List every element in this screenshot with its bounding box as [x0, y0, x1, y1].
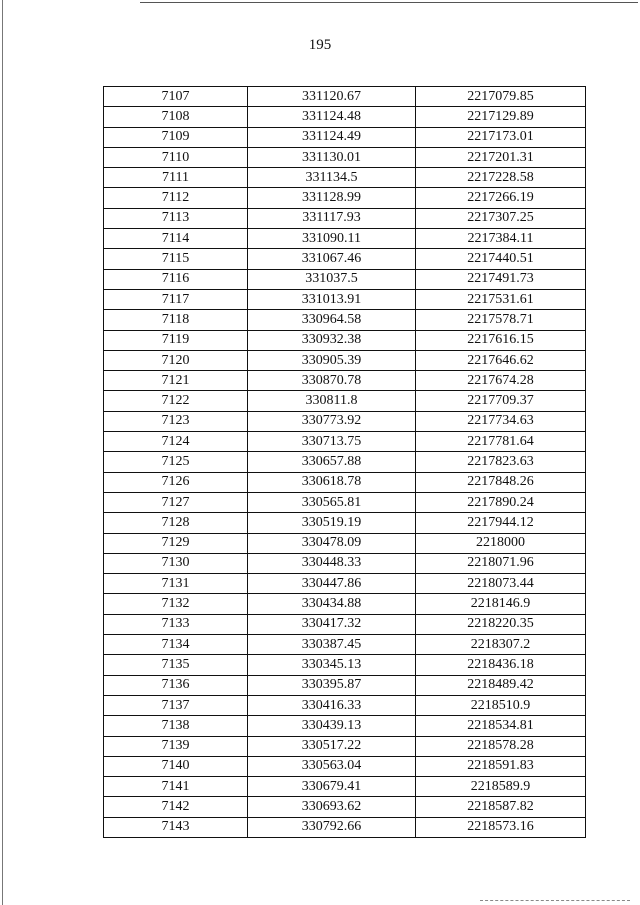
x-coordinate-cell: 331013.91	[248, 289, 416, 309]
y-coordinate-cell: 2218220.35	[416, 614, 586, 634]
table-row	[104, 553, 586, 573]
x-coordinate-cell: 330395.87	[248, 675, 416, 695]
table-row	[104, 188, 586, 208]
x-coordinate-cell: 330345.13	[248, 655, 416, 675]
y-coordinate-cell: 2218510.9	[416, 695, 586, 715]
point-number-cell: 7109	[104, 127, 248, 147]
table-row	[104, 269, 586, 289]
x-coordinate-cell: 330387.45	[248, 635, 416, 655]
point-number-cell: 7125	[104, 452, 248, 472]
table-row	[104, 371, 586, 391]
point-number-cell: 7130	[104, 553, 248, 573]
x-coordinate-cell: 330565.81	[248, 492, 416, 512]
y-coordinate-cell: 2217491.73	[416, 269, 586, 289]
table-row	[104, 817, 586, 837]
table-row	[104, 87, 586, 107]
table-row	[104, 533, 586, 553]
point-number-cell: 7115	[104, 249, 248, 269]
y-coordinate-cell: 2217228.58	[416, 168, 586, 188]
point-number-cell: 7127	[104, 492, 248, 512]
table-row	[104, 127, 586, 147]
y-coordinate-cell: 2218307.2	[416, 635, 586, 655]
point-number-cell: 7113	[104, 208, 248, 228]
y-coordinate-cell: 2218534.81	[416, 716, 586, 736]
table-row	[104, 614, 586, 634]
table-row	[104, 330, 586, 350]
x-coordinate-cell: 330679.41	[248, 777, 416, 797]
point-number-cell: 7134	[104, 635, 248, 655]
x-coordinate-cell: 331067.46	[248, 249, 416, 269]
x-coordinate-cell: 330870.78	[248, 371, 416, 391]
table-row	[104, 208, 586, 228]
point-number-cell: 7126	[104, 472, 248, 492]
x-coordinate-cell: 331120.67	[248, 87, 416, 107]
coordinates-table	[103, 86, 586, 838]
x-coordinate-cell: 330434.88	[248, 594, 416, 614]
point-number-cell: 7120	[104, 350, 248, 370]
point-number-cell: 7140	[104, 756, 248, 776]
y-coordinate-cell: 2217201.31	[416, 147, 586, 167]
table-row	[104, 147, 586, 167]
x-coordinate-cell: 331124.48	[248, 107, 416, 127]
y-coordinate-cell: 2218146.9	[416, 594, 586, 614]
point-number-cell: 7121	[104, 371, 248, 391]
x-coordinate-cell: 331117.93	[248, 208, 416, 228]
x-coordinate-cell: 330811.8	[248, 391, 416, 411]
point-number-cell: 7143	[104, 817, 248, 837]
table-row	[104, 594, 586, 614]
table-row	[104, 736, 586, 756]
table-row	[104, 289, 586, 309]
table-row	[104, 472, 586, 492]
y-coordinate-cell: 2217307.25	[416, 208, 586, 228]
table-row	[104, 310, 586, 330]
point-number-cell: 7137	[104, 695, 248, 715]
point-number-cell: 7114	[104, 229, 248, 249]
x-coordinate-cell: 330478.09	[248, 533, 416, 553]
point-number-cell: 7128	[104, 513, 248, 533]
table-row	[104, 574, 586, 594]
point-number-cell: 7136	[104, 675, 248, 695]
x-coordinate-cell: 330932.38	[248, 330, 416, 350]
table-row	[104, 513, 586, 533]
table-row	[104, 168, 586, 188]
y-coordinate-cell: 2217173.01	[416, 127, 586, 147]
table-row	[104, 716, 586, 736]
x-coordinate-cell: 331124.49	[248, 127, 416, 147]
point-number-cell: 7135	[104, 655, 248, 675]
y-coordinate-cell: 2217384.11	[416, 229, 586, 249]
x-coordinate-cell: 330448.33	[248, 553, 416, 573]
point-number-cell: 7119	[104, 330, 248, 350]
point-number-cell: 7112	[104, 188, 248, 208]
y-coordinate-cell: 2217079.85	[416, 87, 586, 107]
point-number-cell: 7139	[104, 736, 248, 756]
x-coordinate-cell: 330439.13	[248, 716, 416, 736]
y-coordinate-cell: 2217646.62	[416, 350, 586, 370]
x-coordinate-cell: 330416.33	[248, 695, 416, 715]
y-coordinate-cell: 2218589.9	[416, 777, 586, 797]
y-coordinate-cell: 2218073.44	[416, 574, 586, 594]
x-coordinate-cell: 330417.32	[248, 614, 416, 634]
x-coordinate-cell: 330905.39	[248, 350, 416, 370]
y-coordinate-cell: 2217823.63	[416, 452, 586, 472]
x-coordinate-cell: 330618.78	[248, 472, 416, 492]
point-number-cell: 7117	[104, 289, 248, 309]
point-number-cell: 7116	[104, 269, 248, 289]
table-row	[104, 350, 586, 370]
table-row	[104, 492, 586, 512]
x-coordinate-cell: 330447.86	[248, 574, 416, 594]
point-number-cell: 7142	[104, 797, 248, 817]
x-coordinate-cell: 330519.19	[248, 513, 416, 533]
y-coordinate-cell: 2218573.16	[416, 817, 586, 837]
table-row	[104, 777, 586, 797]
point-number-cell: 7133	[104, 614, 248, 634]
y-coordinate-cell: 2218071.96	[416, 553, 586, 573]
x-coordinate-cell: 331128.99	[248, 188, 416, 208]
x-coordinate-cell: 330657.88	[248, 452, 416, 472]
y-coordinate-cell: 2217129.89	[416, 107, 586, 127]
point-number-cell: 7123	[104, 411, 248, 431]
table-row	[104, 432, 586, 452]
table-row	[104, 756, 586, 776]
point-number-cell: 7118	[104, 310, 248, 330]
point-number-cell: 7111	[104, 168, 248, 188]
table-row	[104, 107, 586, 127]
x-coordinate-cell: 331037.5	[248, 269, 416, 289]
y-coordinate-cell: 2217440.51	[416, 249, 586, 269]
point-number-cell: 7141	[104, 777, 248, 797]
table-row	[104, 635, 586, 655]
y-coordinate-cell: 2217944.12	[416, 513, 586, 533]
table-row	[104, 675, 586, 695]
table-row	[104, 229, 586, 249]
x-coordinate-cell: 330773.92	[248, 411, 416, 431]
x-coordinate-cell: 330517.22	[248, 736, 416, 756]
table-row	[104, 411, 586, 431]
y-coordinate-cell: 2217848.26	[416, 472, 586, 492]
y-coordinate-cell: 2217674.28	[416, 371, 586, 391]
y-coordinate-cell: 2217616.15	[416, 330, 586, 350]
page-number: 195	[308, 37, 332, 53]
y-coordinate-cell: 2218489.42	[416, 675, 586, 695]
point-number-cell: 7129	[104, 533, 248, 553]
x-coordinate-cell: 330713.75	[248, 432, 416, 452]
x-coordinate-cell: 330693.62	[248, 797, 416, 817]
point-number-cell: 7122	[104, 391, 248, 411]
point-number-cell: 7132	[104, 594, 248, 614]
y-coordinate-cell: 2218587.82	[416, 797, 586, 817]
y-coordinate-cell: 2217266.19	[416, 188, 586, 208]
table-row	[104, 391, 586, 411]
header-rule	[140, 2, 638, 3]
x-coordinate-cell: 330563.04	[248, 756, 416, 776]
y-coordinate-cell: 2217578.71	[416, 310, 586, 330]
y-coordinate-cell: 2218000	[416, 533, 586, 553]
y-coordinate-cell: 2217531.61	[416, 289, 586, 309]
x-coordinate-cell: 330792.66	[248, 817, 416, 837]
table-row	[104, 249, 586, 269]
coordinates-table-body	[104, 87, 586, 838]
page-edge-line	[2, 0, 3, 905]
table-row	[104, 695, 586, 715]
y-coordinate-cell: 2217890.24	[416, 492, 586, 512]
x-coordinate-cell: 331090.11	[248, 229, 416, 249]
x-coordinate-cell: 331130.01	[248, 147, 416, 167]
y-coordinate-cell: 2218591.83	[416, 756, 586, 776]
point-number-cell: 7108	[104, 107, 248, 127]
y-coordinate-cell: 2218578.28	[416, 736, 586, 756]
y-coordinate-cell: 2217734.63	[416, 411, 586, 431]
point-number-cell: 7110	[104, 147, 248, 167]
point-number-cell: 7138	[104, 716, 248, 736]
table-row	[104, 797, 586, 817]
y-coordinate-cell: 2217781.64	[416, 432, 586, 452]
footer-rule	[480, 900, 630, 901]
point-number-cell: 7107	[104, 87, 248, 107]
table-row	[104, 452, 586, 472]
y-coordinate-cell: 2217709.37	[416, 391, 586, 411]
y-coordinate-cell: 2218436.18	[416, 655, 586, 675]
x-coordinate-cell: 330964.58	[248, 310, 416, 330]
point-number-cell: 7124	[104, 432, 248, 452]
x-coordinate-cell: 331134.5	[248, 168, 416, 188]
table-row	[104, 655, 586, 675]
point-number-cell: 7131	[104, 574, 248, 594]
